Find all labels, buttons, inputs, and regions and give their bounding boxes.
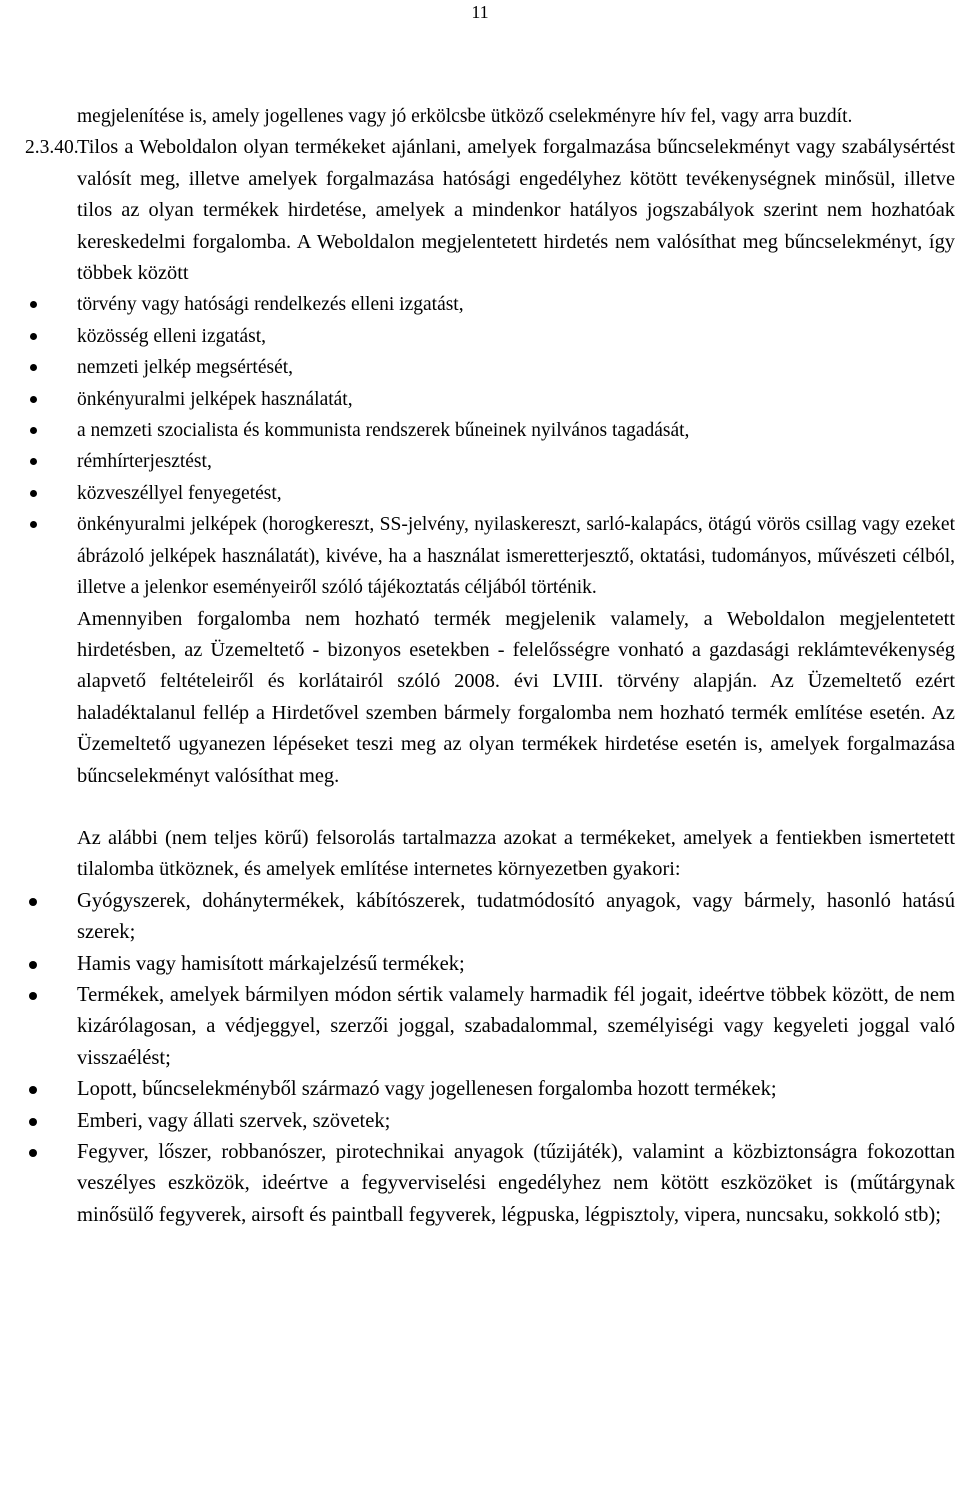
list-item: közveszéllyel fenyegetést, <box>77 478 955 509</box>
list-item: nemzeti jelkép megsértését, <box>77 352 955 383</box>
list-item: önkényuralmi jelképek használatát, <box>77 384 955 415</box>
bullet-icon <box>29 1086 37 1094</box>
bullet-icon <box>30 396 37 403</box>
bullet-icon <box>29 898 37 906</box>
intro-paragraph: megjelenítése is, amely jogellenes vagy jó erkölcsbe ütköző cselekményre hív fel, vagy arra buzdít. <box>77 106 853 127</box>
list-item: közösség elleni izgatást, <box>77 321 955 352</box>
paragraph-spacer <box>77 792 955 823</box>
bullet-icon <box>30 521 37 528</box>
bullet-icon <box>30 427 37 434</box>
page-number: 11 <box>471 2 489 22</box>
bullet-icon <box>30 364 37 371</box>
list-item: a nemzeti szocialista és kommunista rendszerek bűneinek nyilvános tagadását, <box>77 415 955 446</box>
list-item: Fegyver, lőszer, robbanószer, pirotechnikai anyagok (tűzijáték), valamint a közbiztonságra fokozottan veszélyes eszközök, ideértve a fegyverviselési engedélyhez nem kötött eszközöket is (műtárgynak minősülő fegyverek, airsoft és paintball fegyverek, légpuska, légpisztoly, vipera, nuncsaku, sokkoló stb); <box>77 1137 955 1231</box>
list-item: Gyógyszerek, dohánytermékek, kábítószerek, tudatmódosító anyagok, vagy bármely, hasonló hatású szerek; <box>77 886 955 949</box>
section-number: 2.3.40. <box>25 137 79 159</box>
list-item: Termékek, amelyek bármilyen módon sértik valamely harmadik fél jogait, ideértve többek között, de nem kizárólagosan, a védjeggyel, szerzői joggal, szabadalommal, személyiségi vagy kegyeleti joggal való visszaélést; <box>77 980 955 1074</box>
bullet-icon <box>30 333 37 340</box>
list-intro-paragraph: Az alábbi (nem teljes körű) felsorolás tartalmazza azokat a termékeket, amelyek a fentiekben ismertetett tilalomba ütköznek, és amelyek említése internetes környezetben gyakori: <box>77 826 955 881</box>
prohibited-acts-list <box>77 289 955 603</box>
bullet-icon <box>30 301 37 308</box>
section-2-3-40 <box>25 132 955 289</box>
list-item: Lopott, bűncselekményből származó vagy jogellenesen forgalomba hozott termékek; <box>77 1074 955 1105</box>
list-item: törvény vagy hatósági rendelkezés elleni izgatást, <box>77 289 955 320</box>
list-item: Hamis vagy hamisított márkajelzésű termékek; <box>77 949 955 980</box>
liability-paragraph: Amennyiben forgalomba nem hozható termék megjelenik valamely, a Weboldalon megjelentetett hirdetésben, az Üzemeltető - bizonyos esetekben - felelősségre vonható a gazdasági reklámtevékenység alapvető feltételeiről és korlátairól szóló 2008. évi LVIII. törvény alapján. Az Üzemeltető ezért haladéktalanul fellép a Hirdetővel szemben bármely forgalomba nem hozható termék említése esetén. Az Üzemeltető ugyanezen lépéseket teszi meg az olyan termékek hirdetése esetén is, amelyek forgalmazása bűncselekményt valósíthat meg. <box>77 607 955 787</box>
section-text: Tilos a Weboldalon olyan termékeket ajánlani, amelyek forgalmazása bűncselekményt vagy szabálysértést valósít meg, illetve amelyek forgalmazása hatósági engedélyhez kötött tevékenységnek minősül, illetve tilos az olyan termékek hirdetése, amelyek a mindenkor hatályos jogszabályok szerint nem hozhatóak kereskedelmi forgalomba. A Weboldalon megjelentetett hirdetés nem valósíthat meg bűncselekményt, így többek között <box>77 136 955 285</box>
list-item: önkényuralmi jelképek (horogkereszt, SS-jelvény, nyilaskereszt, sarló-kalapács, ötágú vörös csillag vagy ezeket ábrázoló jelképek használatát), kivéve, ha a használat ismeretterjesztő, oktatási, tudományos, művészeti célból, illetve a jelenkor eseményeiről szóló tájékoztatás céljából történik. <box>77 509 955 603</box>
list-item: rémhírterjesztést, <box>77 446 955 477</box>
bullet-icon <box>29 1149 37 1157</box>
bullet-icon <box>29 992 37 1000</box>
prohibited-products-list <box>77 886 955 1231</box>
bullet-icon <box>29 1118 37 1126</box>
list-item: Emberi, vagy állati szervek, szövetek; <box>77 1106 955 1137</box>
bullet-icon <box>29 961 37 969</box>
bullet-icon <box>30 490 37 497</box>
bullet-icon <box>30 458 37 465</box>
document-body <box>25 101 955 1231</box>
